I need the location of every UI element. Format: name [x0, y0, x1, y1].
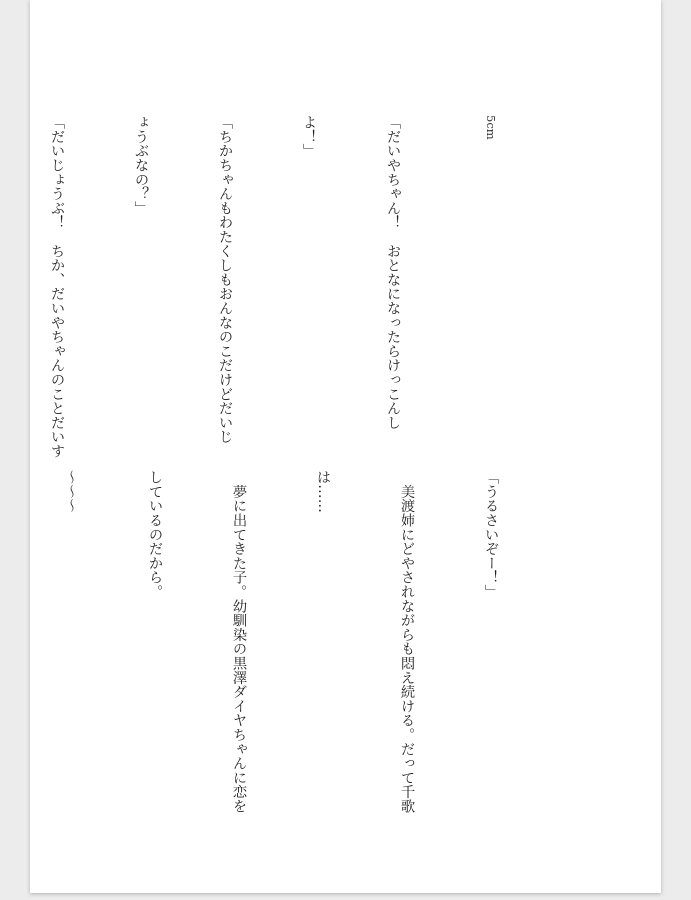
text-line — [0, 470, 1, 800]
text-line: ょうぶなの？」 — [133, 115, 149, 216]
lower-text-block — [0, 470, 561, 814]
document-page — [30, 0, 661, 893]
text-line: 夢に出てきた子。幼馴染の黒澤ダイヤちゃんに恋を — [231, 470, 247, 814]
text-line: 「ちかちゃんもわたくしもおんなのこだけどだいじ — [217, 115, 233, 444]
scene-break: 〜〜〜 — [63, 470, 79, 513]
text-line: 「うるさいぞー！」 — [483, 470, 499, 599]
text-line: は…… — [315, 470, 331, 513]
text-line: 「だいやちゃん！ おとなになったらけっこんし — [385, 115, 401, 430]
text-line: しているのだから。 — [147, 470, 163, 599]
upper-text-block — [0, 115, 561, 459]
text-line: 美渡姉にどやされながらも悶え続ける。だって千歌 — [399, 470, 415, 814]
text-line: 「だいじょうぶ！ ちか、だいやちゃんのことだいす — [49, 115, 65, 459]
text-line: よ！」 — [301, 115, 317, 158]
title-line: 5cm — [484, 115, 498, 140]
